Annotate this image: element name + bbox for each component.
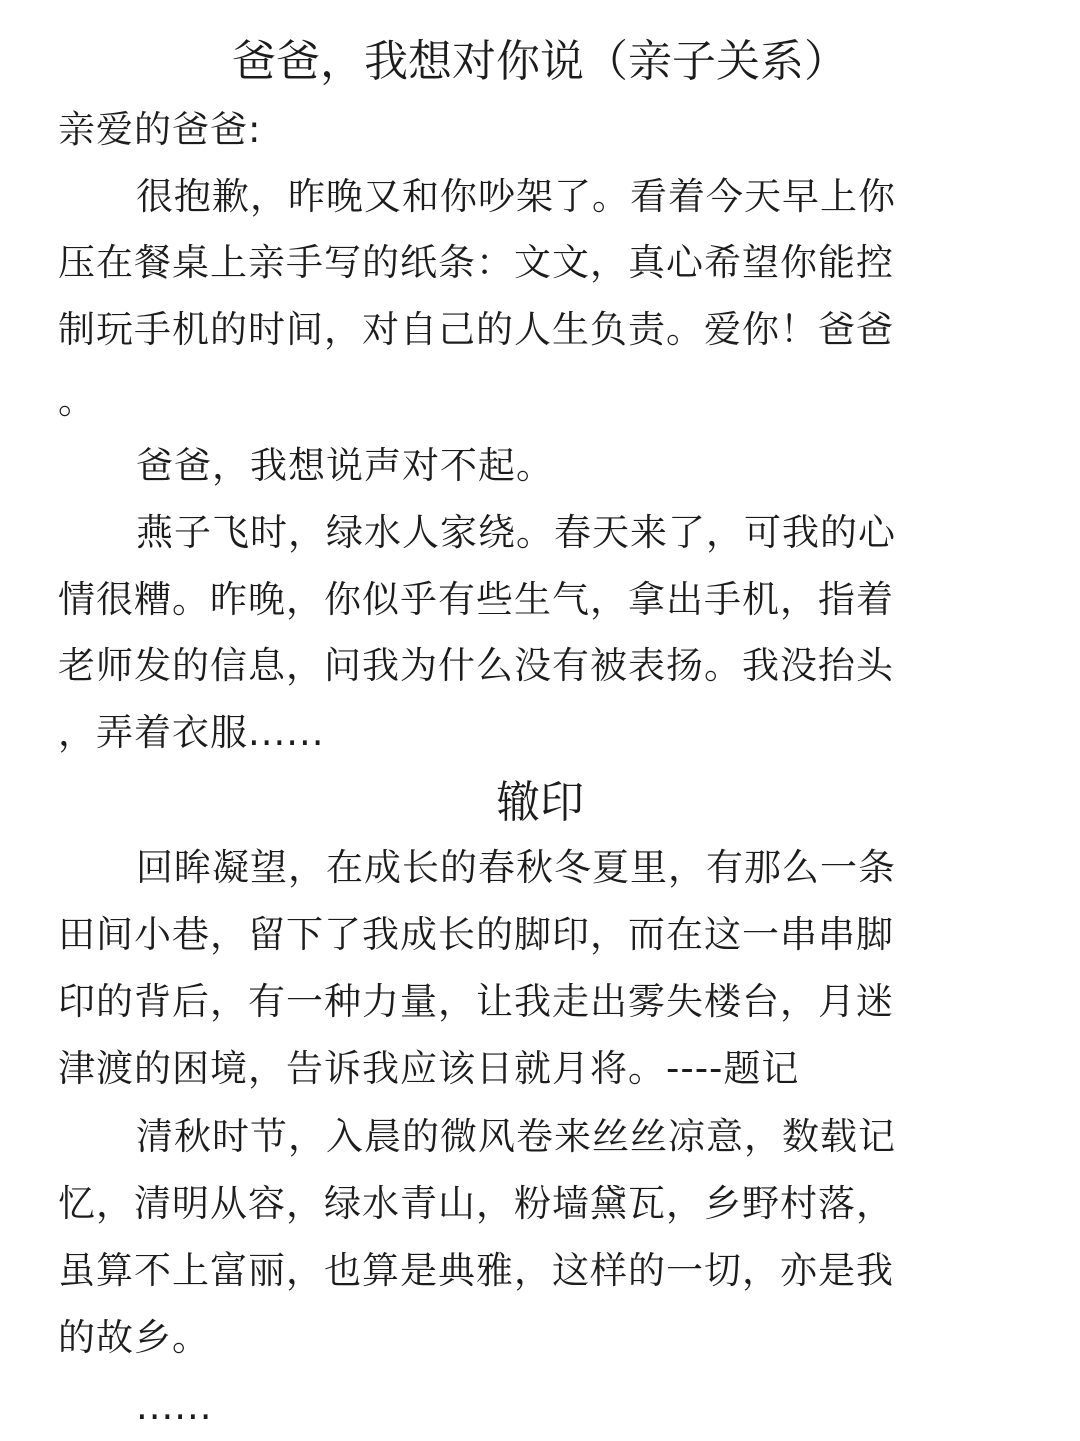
paragraph-line: 爸爸，我想说声对不起。 [136,444,554,487]
paragraph-line: 压在餐桌上亲手写的纸条：文文，真心希望你能控 [58,241,894,284]
paragraph-line: 回眸凝望，在成长的春秋冬夏里，有那么一条 [136,846,896,889]
paragraph-line: 老师发的信息，问我为什么没有被表扬。我没抬头 [58,644,894,687]
paragraph-line: 忆，清明从容，绿水青山，粉墙黛瓦，乡野村落， [58,1182,894,1225]
salutation: 亲爱的爸爸: [58,108,262,151]
paragraph-line: ，弄着衣服...... [58,711,325,754]
ellipsis: ...... [136,1385,213,1428]
paragraph-line: 制玩手机的时间，对自己的人生负责。爱你！爸爸 [58,308,894,351]
paragraph-line: 虽算不上富丽，也算是典雅，这样的一切，亦是我 [58,1249,894,1292]
essay-title: 辙印 [496,777,584,828]
paragraph-line: 的故乡。 [58,1316,210,1359]
paragraph-line: 田间小巷，留下了我成长的脚印，而在这一串串脚 [58,913,894,956]
essay-title: 爸爸，我想对你说（亲子关系） [232,36,848,87]
paragraph-line: 很抱歉，昨晚又和你吵架了。看着今天早上你 [136,175,896,218]
paragraph-line: 情很糟。昨晚，你似乎有些生气，拿出手机，指着 [58,578,894,621]
paragraph-line: 清秋时节，入晨的微风卷来丝丝凉意，数载记 [136,1115,896,1158]
paragraph-line: 印的背后，有一种力量，让我走出雾失楼台，月迷 [58,980,894,1023]
paragraph-line: 。 [58,379,96,422]
paragraph-line: 津渡的困境，告诉我应该日就月将。----题记 [58,1047,800,1090]
paragraph-line: 燕子飞时，绿水人家绕。春天来了，可我的心 [136,511,896,554]
